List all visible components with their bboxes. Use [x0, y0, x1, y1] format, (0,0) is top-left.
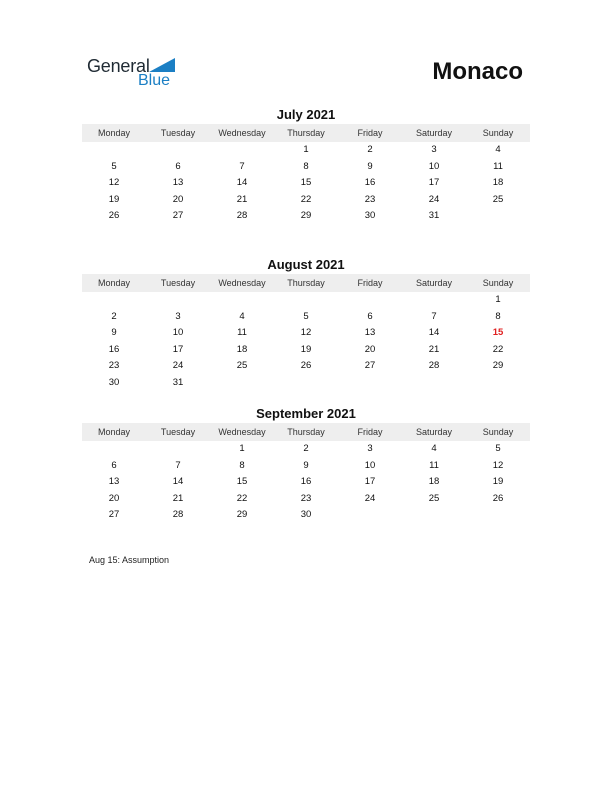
week-row	[82, 325, 530, 342]
day-cell: 14	[172, 476, 184, 487]
day-cell: 18	[236, 343, 248, 355]
week-row	[82, 342, 530, 359]
day-cell: 30	[300, 509, 312, 520]
logo-triangle-icon	[149, 58, 175, 72]
day-cell	[210, 292, 274, 309]
logo-general-text: General	[87, 56, 150, 76]
day-cell	[338, 375, 402, 392]
day-cell: 26	[300, 360, 312, 371]
weekday-label: Wednesday	[218, 128, 266, 138]
weekday-label: Monday	[97, 278, 131, 288]
day-cell: 1	[495, 294, 501, 305]
day-cell: 9	[303, 459, 309, 471]
weekday-header	[82, 274, 530, 292]
month-august	[82, 256, 530, 391]
month-september	[82, 405, 530, 524]
day-cell: 8	[239, 459, 245, 471]
day-cell: 19	[108, 193, 120, 205]
day-cell: 11	[429, 459, 439, 471]
day-cell: 31	[172, 376, 184, 388]
week-row	[82, 292, 530, 309]
day-cell: 18	[492, 177, 504, 188]
day-cell: 14	[428, 327, 440, 338]
week-row	[82, 375, 530, 392]
week-row	[82, 208, 530, 225]
week-row	[82, 309, 530, 326]
day-cell: 10	[428, 160, 440, 172]
day-cell: 28	[428, 360, 440, 371]
day-cell: 15	[236, 476, 248, 487]
weekday-header	[82, 423, 530, 441]
day-cell: 22	[236, 492, 248, 504]
day-cell: 28	[236, 210, 248, 221]
day-cell: 21	[428, 343, 440, 355]
week-row	[82, 441, 530, 458]
day-cell: 5	[495, 443, 501, 454]
day-cell: 26	[492, 492, 504, 504]
day-cell: 10	[364, 459, 376, 471]
day-cell: 25	[236, 360, 248, 371]
day-cell: 16	[300, 476, 312, 487]
weekday-label: Friday	[357, 427, 383, 437]
weekday-label: Friday	[357, 128, 383, 138]
day-cell	[466, 507, 530, 524]
weekday-label: Friday	[357, 278, 383, 288]
day-cell	[82, 292, 146, 309]
day-cell: 17	[364, 476, 376, 487]
holiday-notes	[89, 555, 169, 565]
day-cell	[146, 292, 210, 309]
day-cell: 27	[108, 509, 120, 520]
day-cell: 17	[172, 343, 184, 355]
day-cell: 13	[108, 476, 120, 487]
day-cell: 17	[428, 177, 440, 188]
weekday-label: Saturday	[415, 278, 453, 288]
day-cell: 7	[239, 160, 245, 172]
day-cell: 5	[303, 310, 309, 322]
day-cell: 25	[428, 492, 440, 504]
day-cell	[274, 375, 338, 392]
day-cell: 20	[364, 343, 376, 355]
week-row	[82, 358, 530, 375]
generalblue-logo	[87, 56, 187, 96]
weekday-label: Monday	[97, 128, 131, 138]
day-cell	[402, 507, 466, 524]
day-cell: 2	[111, 310, 117, 322]
week-row	[82, 159, 530, 176]
week-row	[82, 142, 530, 159]
day-cell: 19	[300, 343, 312, 355]
day-cell	[274, 292, 338, 309]
day-cell: 1	[303, 144, 309, 155]
day-cell: 11	[493, 160, 503, 172]
day-cell: 9	[367, 160, 373, 172]
day-cell: 12	[492, 459, 504, 471]
day-cell: 20	[108, 492, 120, 504]
week-row	[82, 458, 530, 475]
day-cell: 12	[108, 177, 120, 188]
weekday-label: Thursday	[287, 278, 325, 288]
weekday-label: Tuesday	[160, 278, 196, 288]
day-cell: 22	[492, 343, 504, 355]
day-cell: 11	[237, 327, 247, 338]
weekday-label: Thursday	[287, 128, 325, 138]
day-cell: 22	[300, 193, 312, 205]
day-cell: 16	[108, 343, 120, 355]
week-row	[82, 175, 530, 192]
day-cell: 24	[428, 193, 440, 205]
day-cell: 3	[175, 310, 181, 322]
day-cell: 4	[495, 144, 501, 155]
day-cell: 27	[364, 360, 376, 371]
day-cell: 29	[300, 210, 312, 221]
day-cell: 19	[492, 476, 504, 487]
day-cell: 21	[172, 492, 184, 504]
day-cell: 4	[431, 443, 437, 454]
day-cell: 27	[172, 210, 184, 221]
week-row	[82, 491, 530, 508]
weekday-header	[82, 124, 530, 142]
day-cell	[146, 441, 210, 458]
day-cell: 3	[367, 443, 373, 454]
weekday-label: Tuesday	[160, 128, 196, 138]
day-cell: 23	[108, 360, 120, 371]
day-cell: 13	[364, 327, 376, 338]
day-cell	[210, 142, 274, 159]
week-row	[82, 474, 530, 491]
day-cell	[466, 208, 530, 225]
day-cell: 29	[492, 360, 504, 371]
month-title: July 2021	[276, 107, 336, 122]
day-cell	[210, 375, 274, 392]
weekday-label: Sunday	[482, 128, 514, 138]
day-cell: 2	[303, 443, 309, 454]
day-cell: 24	[172, 360, 184, 371]
day-cell: 15	[300, 177, 312, 188]
day-cell: 2	[367, 144, 373, 155]
day-cell: 7	[175, 459, 181, 471]
month-title: August 2021	[267, 257, 345, 272]
day-cell: 6	[175, 160, 181, 172]
day-cell: 25	[492, 193, 504, 205]
weekday-label: Wednesday	[218, 278, 266, 288]
day-cell: 4	[239, 310, 245, 322]
month-july	[82, 106, 530, 225]
day-cell: 8	[495, 310, 501, 322]
day-cell: 29	[236, 509, 248, 520]
day-cell: 13	[172, 177, 184, 188]
weekday-label: Wednesday	[218, 427, 266, 437]
day-cell: 9	[111, 327, 117, 338]
day-cell: 10	[172, 327, 184, 338]
day-cell	[82, 441, 146, 458]
day-cell: 12	[300, 327, 312, 338]
weekday-label: Sunday	[482, 427, 514, 437]
day-cell: 3	[431, 144, 437, 155]
day-cell	[338, 507, 402, 524]
day-cell	[146, 142, 210, 159]
day-cell: 6	[111, 459, 117, 471]
day-cell: 8	[303, 160, 309, 172]
day-cell: 31	[428, 210, 440, 221]
day-cell: 7	[431, 310, 437, 322]
day-cell	[402, 292, 466, 309]
weekday-label: Saturday	[415, 427, 453, 437]
day-cell: 23	[300, 492, 312, 504]
weekday-label: Saturday	[415, 128, 453, 138]
day-cell: 28	[172, 509, 184, 520]
day-cell	[338, 292, 402, 309]
day-cell: 16	[364, 177, 376, 188]
day-cell: 24	[364, 492, 376, 504]
day-cell: 1	[239, 443, 245, 454]
weekday-label: Tuesday	[160, 427, 196, 437]
day-cell: 5	[111, 160, 117, 172]
day-cell: 30	[108, 376, 120, 388]
country-title: Monaco	[432, 58, 523, 85]
day-cell	[82, 142, 146, 159]
weekday-label: Sunday	[482, 278, 514, 288]
logo-blue-text: Blue	[138, 72, 171, 89]
weekday-label: Monday	[97, 427, 131, 437]
week-row	[82, 507, 530, 524]
day-cell: 30	[364, 210, 376, 221]
day-cell	[402, 375, 466, 392]
day-cell: 21	[236, 193, 248, 205]
month-title: September 2021	[256, 406, 356, 421]
day-cell: 18	[428, 476, 440, 487]
day-cell: 26	[108, 210, 120, 221]
day-cell	[466, 375, 530, 392]
day-cell: 6	[367, 310, 373, 322]
week-row	[82, 192, 530, 209]
holiday-note: Aug 15: Assumption	[89, 555, 170, 565]
day-cell: 23	[364, 193, 376, 205]
day-cell: 20	[172, 193, 184, 205]
weekday-label: Thursday	[287, 427, 325, 437]
day-cell: 15	[492, 327, 504, 338]
day-cell: 14	[236, 177, 248, 188]
